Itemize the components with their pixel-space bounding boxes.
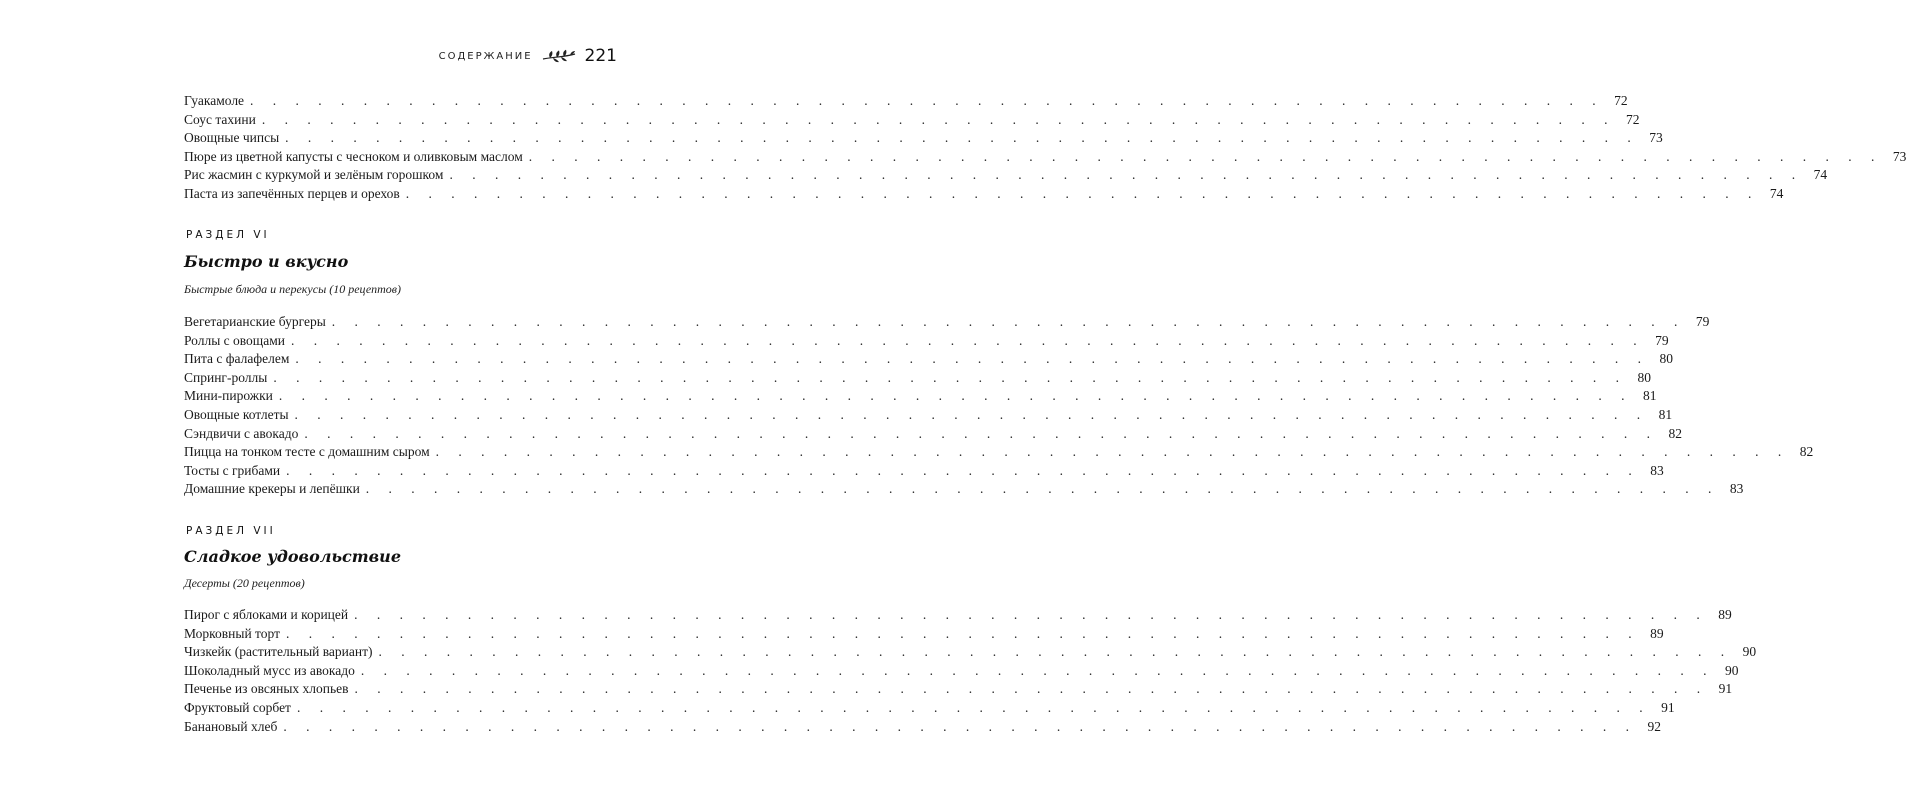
toc-entry-page: 79 [1655,332,1669,348]
toc-entry-title: Роллы с овощами [184,332,285,348]
toc-entry-page: 82 [1799,444,1814,460]
dot-leader: . . . . . . . . . . . . . . . . . . . . . . . . . . . . . . . . . . . . . . . . . . . . . . . . . . . . . . . . . . . . [449,167,1804,183]
toc-entry [184,369,1651,388]
toc-entry-title: Овощные чипсы [184,130,280,146]
dot-leader: . . . . . . . . . . . . . . . . . . . . . . . . . . . . . . . . . . . . . . . . . . . . . . . . . . . . . . . . . . . . [285,130,1639,146]
toc-entry-title: Чизкейк (растительный вариант) [184,644,373,660]
toc-entry-page: 83 [1729,481,1744,497]
toc-entry-title: Паста из запечённых перцев и орехов [184,185,400,201]
toc-list-top [184,92,1906,204]
toc-entry-title: Соус тахини [184,111,256,127]
toc-entry [184,480,1744,499]
toc-entry-page: 72 [1625,111,1640,127]
toc-entry [184,166,1828,185]
toc-entry-title: Банановый хлеб [184,718,278,734]
section-6-title: Быстро и вкусно [184,252,349,271]
dot-leader: . . . . . . . . . . . . . . . . . . . . . . . . . . . . . . . . . . . . . . . . . . . . . . . . . . . . . . . . . . . . [435,444,1790,460]
section-7-subtitle: Десерты (20 рецептов) [184,576,305,590]
dot-leader: . . . . . . . . . . . . . . . . . . . . . . . . . . . . . . . . . . . . . . . . . . . . . . . . . . . . . . . . . . . . [296,699,1651,715]
toc-entry [184,680,1733,699]
toc-entry-page: 79 [1695,314,1710,329]
toc-entry-title: Рис жасмин с куркумой и зелёным горошком [184,167,444,183]
dot-leader: . . . . . . . . . . . . . . . . . . . . . . . . . . . . . . . . . . . . . . . . . . . . . . . . . . . . . . . . . . . . [354,607,1708,622]
toc-entry-title: Тосты с грибами [184,462,281,478]
toc-entry [184,699,1675,718]
toc-list-section-6 [184,313,1814,499]
toc-entry [184,662,1739,681]
toc-entry [184,406,1673,425]
toc-entry [184,387,1657,406]
toc-entry [184,443,1814,462]
toc-entry-page: 90 [1742,644,1757,660]
toc-entry [184,425,1683,444]
toc-entry-page: 80 [1659,351,1673,367]
dot-leader: . . . . . . . . . . . . . . . . . . . . . . . . . . . . . . . . . . . . . . . . . . . . . . . . . . . . . . . . . . . . [365,481,1720,497]
section-7-title: Сладкое удовольствие [184,547,401,566]
toc-entry-page: 81 [1658,406,1673,422]
dot-leader: . . . . . . . . . . . . . . . . . . . . . . . . . . . . . . . . . . . . . . . . . . . . . . . . . . . . . . . . . . . . [283,718,1637,734]
toc-entry-title: Пита с фалафелем [184,351,290,367]
dot-leader: . . . . . . . . . . . . . . . . . . . . . . . . . . . . . . . . . . . . . . . . . . . . . . . . . . . . . . . . . . . . [290,332,1645,348]
toc-entry [184,643,1757,662]
toc-entry-page: 91 [1661,699,1675,715]
dot-leader: . . . . . . . . . . . . . . . . . . . . . . . . . . . . . . . . . . . . . . . . . . . . . . . . . . . . . . . . . . . . [304,425,1659,441]
toc-entry [184,332,1669,351]
section-7-label: РАЗДЕЛ VII [186,525,276,537]
running-head [439,46,617,66]
section-6-subtitle: Быстрые блюда и перекусы (10 рецептов) [184,282,402,296]
toc-entry [184,92,1628,111]
dot-leader: . . . . . . . . . . . . . . . . . . . . . . . . . . . . . . . . . . . . . . . . . . . . . . . . . . . . . . . . . . . . [250,93,1604,108]
toc-entry-page: 89 [1718,607,1732,622]
toc-entry-title: Гуакамоле [184,93,245,108]
dot-leader: . . . . . . . . . . . . . . . . . . . . . . . . . . . . . . . . . . . . . . . . . . . . . . . . . . . . . . . . . . . . [378,644,1733,660]
toc-entry-title: Пюре из цветной капусты с чесноком и оливковым маслом [184,148,523,164]
dot-leader: . . . . . . . . . . . . . . . . . . . . . . . . . . . . . . . . . . . . . . . . . . . . . . . . . . . . . . . . . . . . [360,662,1715,678]
toc-entry-page: 80 [1637,369,1651,385]
dot-leader: . . . . . . . . . . . . . . . . . . . . . . . . . . . . . . . . . . . . . . . . . . . . . . . . . . . . . . . . . . . . [261,111,1616,127]
toc-entry [184,313,1710,332]
toc-entry [184,111,1640,130]
toc-entry-title: Овощные котлеты [184,406,289,422]
toc-entry-title: Морковный торт [184,625,281,641]
dot-leader: . . . . . . . . . . . . . . . . . . . . . . . . . . . . . . . . . . . . . . . . . . . . . . . . . . . . . . . . . . . . [278,388,1633,404]
toc-entry-page: 74 [1769,185,1784,201]
toc-entry-title: Спринг-роллы [184,369,268,385]
toc-entry [184,462,1664,481]
toc-entry [184,625,1664,644]
toc-entry [184,185,1784,204]
toc-entry [184,718,1661,737]
toc-entry-title: Вегетарианские бургеры [184,314,326,329]
section-6-label: РАЗДЕЛ VI [186,229,270,241]
toc-entry-title: Пирог с яблоками и корицей [184,607,349,622]
toc-entry-page: 90 [1725,662,1739,678]
toc-entry-page: 74 [1813,167,1828,183]
toc-entry-title: Фруктовый сорбет [184,699,291,715]
toc-entry-title: Сэндвичи с авокадо [184,425,299,441]
toc-entry-page: 73 [1649,130,1663,146]
toc-entry-title: Мини-пирожки [184,388,273,404]
toc-entry [184,350,1673,369]
dot-leader: . . . . . . . . . . . . . . . . . . . . . . . . . . . . . . . . . . . . . . . . . . . . . . . . . . . . . . . . . . . . [294,406,1649,422]
dot-leader: . . . . . . . . . . . . . . . . . . . . . . . . . . . . . . . . . . . . . . . . . . . . . . . . . . . . . . . . . . . . [273,369,1627,385]
toc-entry [184,606,1732,625]
dot-leader: . . . . . . . . . . . . . . . . . . . . . . . . . . . . . . . . . . . . . . . . . . . . . . . . . . . . . . . . . . . . [354,681,1709,697]
leaf-branch-icon [541,48,577,64]
dot-leader: . . . . . . . . . . . . . . . . . . . . . . . . . . . . . . . . . . . . . . . . . . . . . . . . . . . . . . . . . . . . [331,314,1686,329]
toc-entry-page: 89 [1650,625,1664,641]
page-number: 221 [584,46,617,66]
toc-entry [184,129,1663,148]
dot-leader: . . . . . . . . . . . . . . . . . . . . . . . . . . . . . . . . . . . . . . . . . . . . . . . . . . . . . . . . . . . . [286,462,1640,478]
toc-entry-page: 82 [1668,425,1683,441]
toc-entry-page: 83 [1650,462,1664,478]
toc-entry-title: Шоколадный мусс из авокадо [184,662,355,678]
toc-entry-page: 72 [1614,93,1628,108]
dot-leader: . . . . . . . . . . . . . . . . . . . . . . . . . . . . . . . . . . . . . . . . . . . . . . . . . . . . . . . . . . . . [295,351,1649,367]
running-head-label: СОДЕРЖАНИЕ [438,50,533,62]
toc-entry-title: Печенье из овсяных хлопьев [184,681,349,697]
toc-entry-page: 91 [1718,681,1733,697]
toc-entry-title: Домашние крекеры и лепёшки [184,481,360,497]
toc-entry [184,148,1906,167]
dot-leader: . . . . . . . . . . . . . . . . . . . . . . . . . . . . . . . . . . . . . . . . . . . . . . . . . . . . . . . . . . . . [528,148,1883,164]
toc-entry-page: 73 [1892,148,1906,164]
toc-entry-page: 81 [1643,388,1657,404]
toc-entry-page: 92 [1647,718,1661,734]
toc-list-section-7 [184,606,1757,736]
dot-leader: . . . . . . . . . . . . . . . . . . . . . . . . . . . . . . . . . . . . . . . . . . . . . . . . . . . . . . . . . . . . [286,625,1640,641]
dot-leader: . . . . . . . . . . . . . . . . . . . . . . . . . . . . . . . . . . . . . . . . . . . . . . . . . . . . . . . . . . . . [405,185,1760,201]
toc-entry-title: Пицца на тонком тесте с домашним сыром [184,444,430,460]
